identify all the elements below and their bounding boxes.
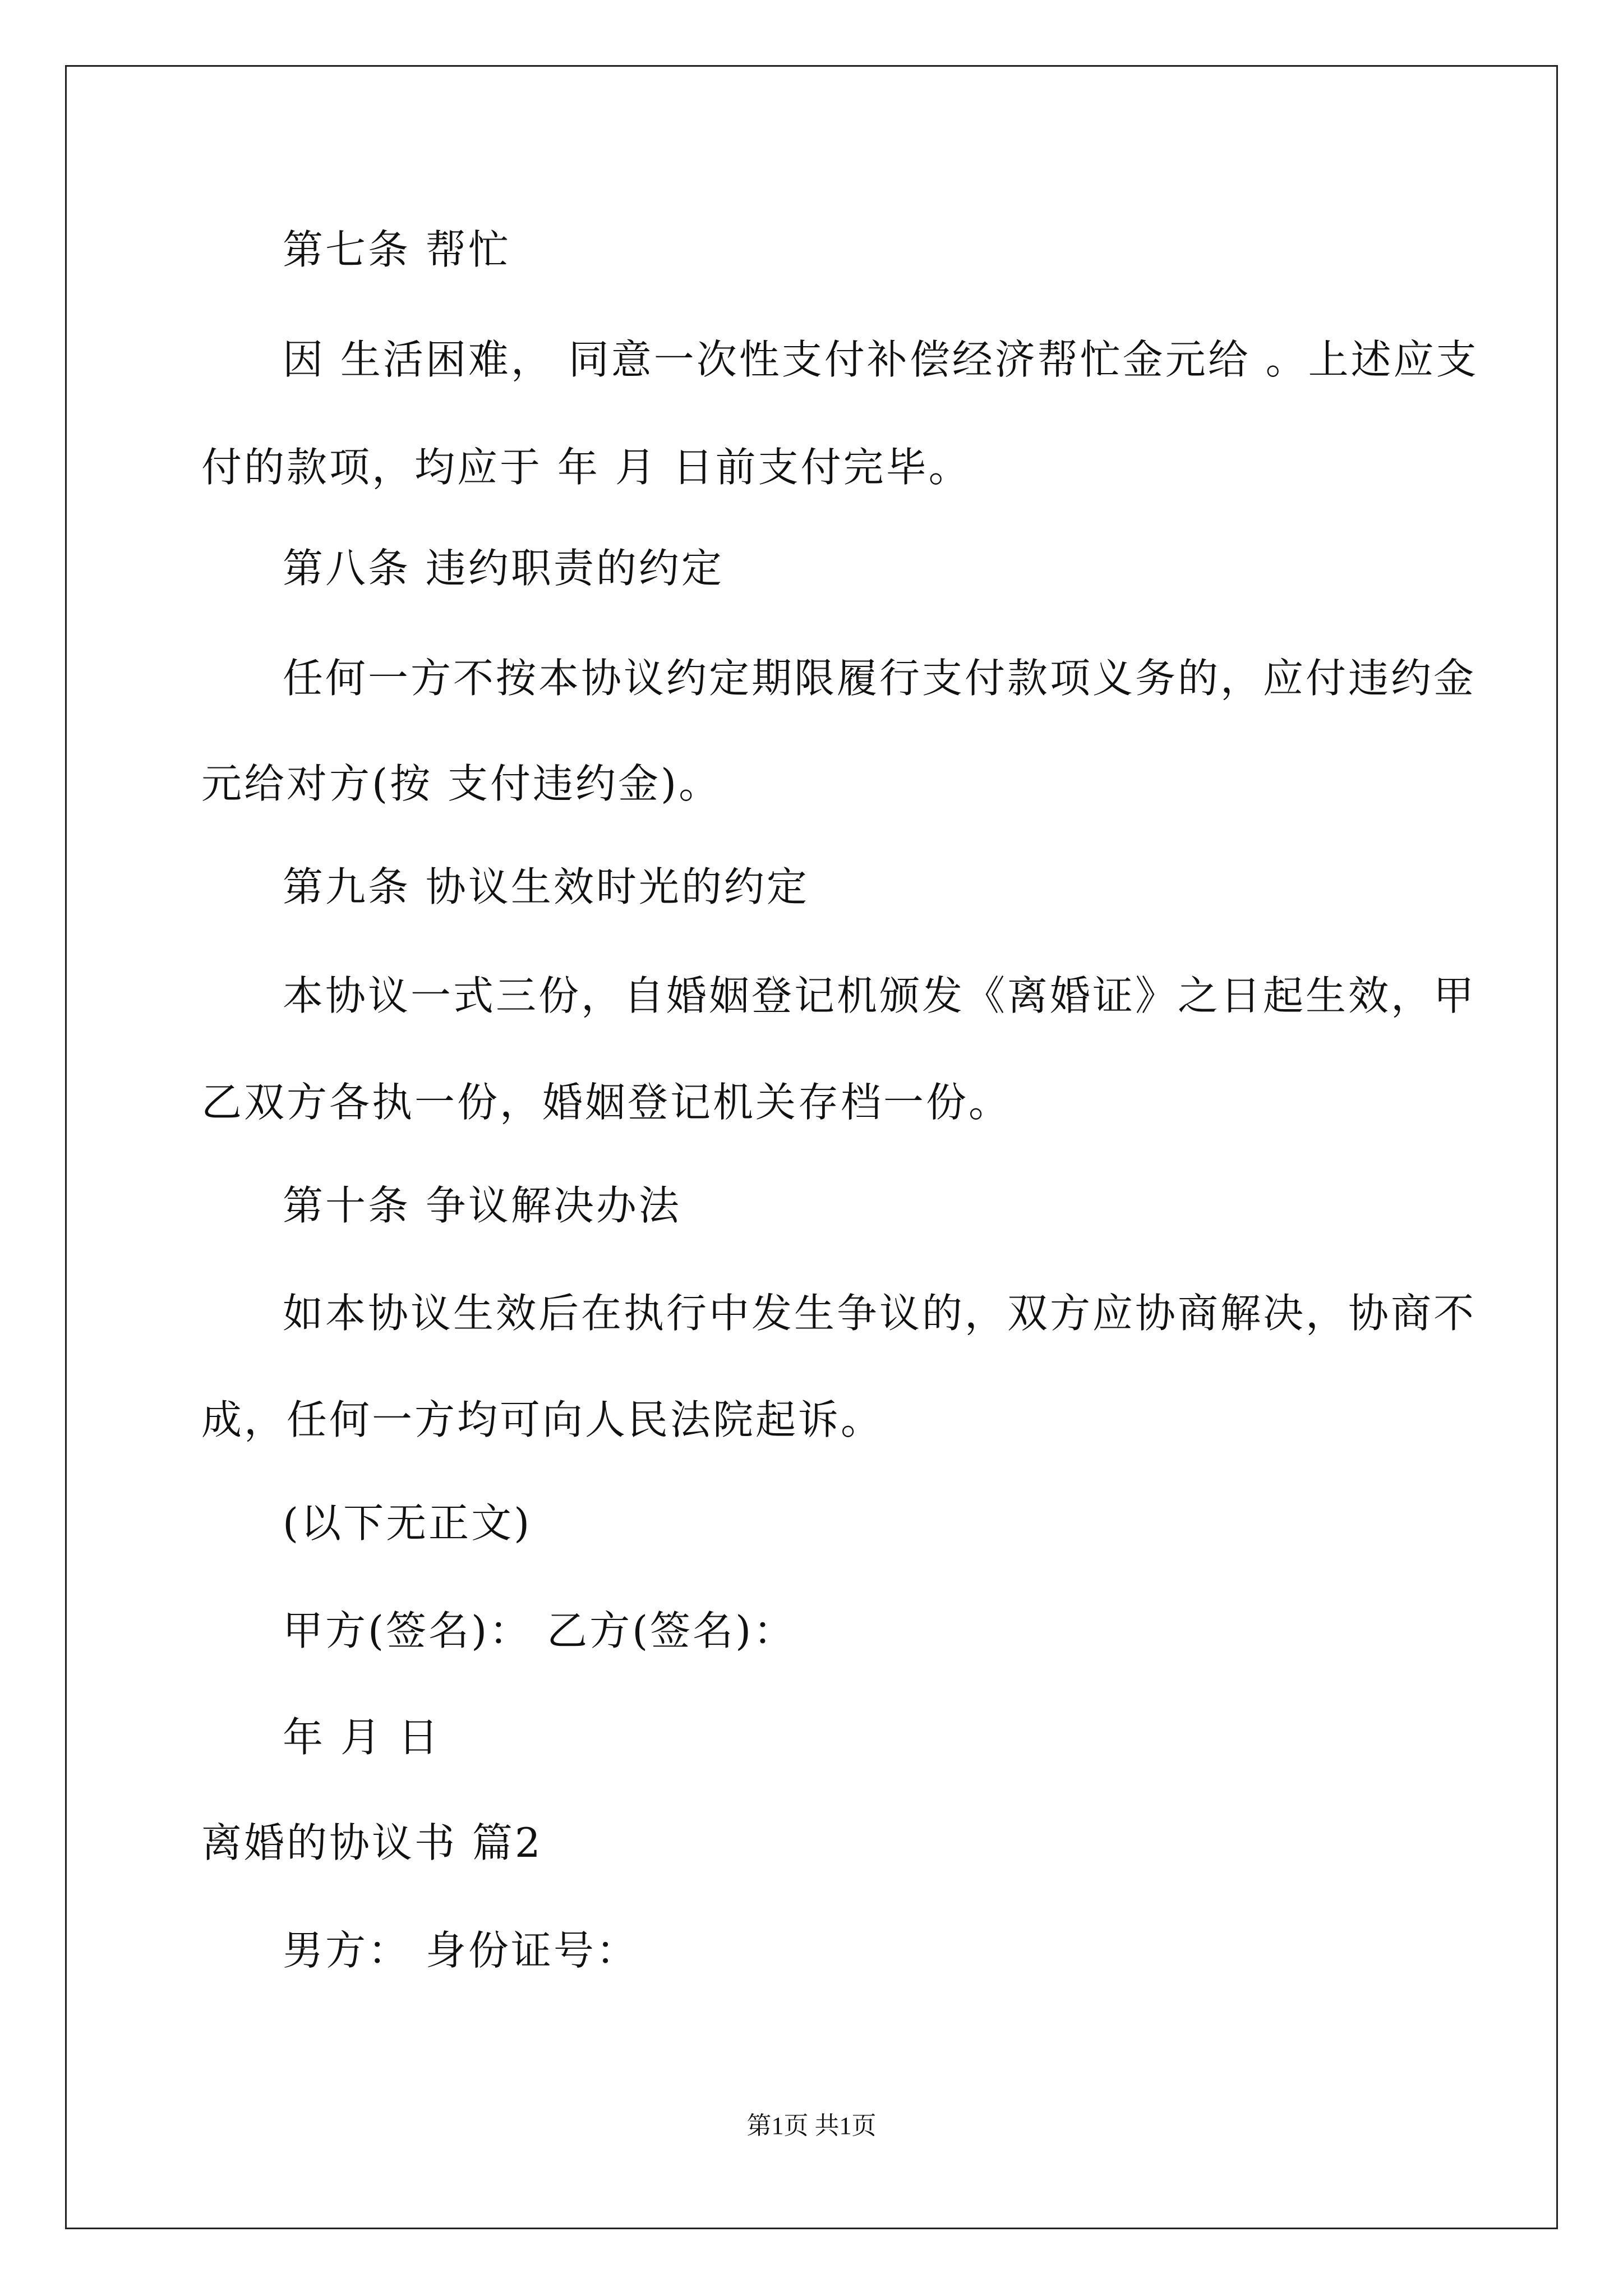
article-7-heading: 第七条 帮忙: [283, 226, 511, 273]
article-7-body-line-1: 因 生活困难， 同意一次性支付补偿经济帮忙金元给 。上述应支: [283, 336, 1479, 383]
page-number-footer: 第1页 共1页: [746, 2112, 877, 2139]
date-line: 年 月 日: [283, 1714, 441, 1761]
page-frame: [65, 65, 1558, 2229]
article-9-body-line-1: 本协议一式三份，自婚姻登记机颁发《离婚证》之日起生效，甲: [283, 972, 1477, 1019]
article-8-heading: 第八条 违约职责的约定: [283, 545, 724, 592]
male-party-line: 男方： 身份证号：: [283, 1927, 639, 1974]
no-further-text-note: (以下无正文): [283, 1499, 532, 1547]
article-7-body-line-2: 付的款项，均应于 年 月 日前支付完毕。: [201, 444, 971, 491]
signature-line: 甲方(签名)： 乙方(签名)：: [283, 1607, 796, 1654]
article-9-heading: 第九条 协议生效时光的约定: [283, 863, 809, 910]
article-10-heading: 第十条 争议解决办法: [283, 1182, 681, 1229]
article-9-body-line-2: 乙双方各执一份，婚姻登记机关存档一份。: [201, 1079, 1012, 1126]
article-8-body-line-1: 任何一方不按本协议约定期限履行支付款项义务的，应付违约金: [283, 655, 1477, 702]
section-title: 离婚的协议书 篇2: [201, 1819, 543, 1866]
article-10-body-line-1: 如本协议生效后在执行中发生争议的，双方应协商解决，协商不: [283, 1290, 1477, 1337]
article-8-body-line-2: 元给对方(按 支付违约金)。: [201, 760, 722, 807]
article-10-body-line-2: 成，任何一方均可向人民法院起诉。: [201, 1396, 884, 1443]
